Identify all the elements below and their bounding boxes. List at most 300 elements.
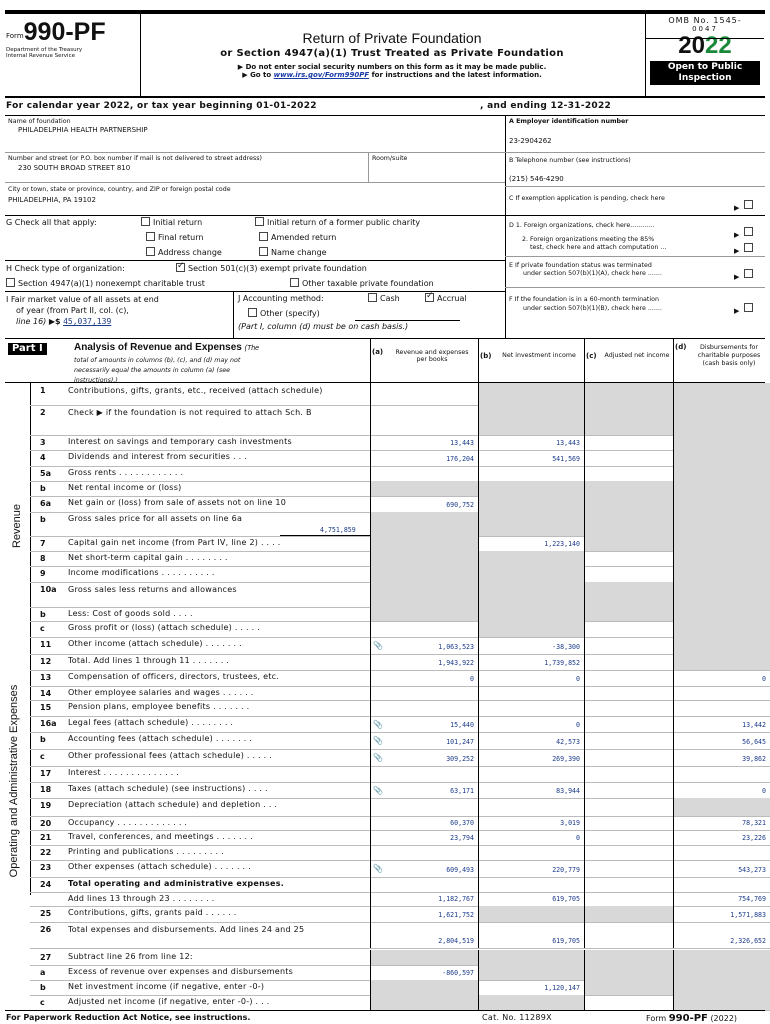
line-number: 22 (40, 848, 52, 857)
exemption-pending-checkbox[interactable] (744, 200, 753, 209)
amount-value: 269,390 (552, 755, 580, 763)
line-number: 23 (40, 863, 52, 872)
line-number: 3 (40, 438, 46, 447)
amount-value: 0 (576, 675, 580, 683)
col-d-cell (673, 607, 770, 621)
col-b-cell[interactable] (478, 892, 584, 906)
col-c-cell[interactable] (584, 892, 673, 906)
name-change-label: Name change (271, 248, 327, 257)
col-d-cell (673, 621, 770, 637)
col-b-cell[interactable] (478, 716, 584, 732)
col-d-cell[interactable] (673, 922, 770, 948)
amount-value: 13,443 (556, 439, 580, 447)
col-a-cell (370, 980, 478, 995)
col-b-cell[interactable] (478, 922, 584, 948)
line-row (0, 637, 770, 654)
arrow-icon: ▶ (734, 307, 740, 315)
foreign-85-label-1: 2. Foreign organizations meeting the 85% (522, 236, 655, 243)
col-a-cell (370, 950, 478, 965)
col-b-cell[interactable] (478, 845, 584, 860)
col-b-cell[interactable] (478, 700, 584, 716)
col-d-cell[interactable] (673, 686, 770, 700)
line-label: Contributions, gifts, grants, etc., received (attach schedule) (68, 386, 323, 395)
e-label-1: E If private foundation status was terminated (509, 262, 652, 269)
amount-value: 56,645 (742, 738, 766, 746)
col-d-cell[interactable] (673, 670, 770, 686)
col-d-cell (673, 980, 770, 995)
part-desc-2: necessarily equal the amounts in column (a) (see (74, 367, 231, 374)
col-b-cell[interactable] (478, 877, 584, 892)
col-a-cell (370, 607, 478, 621)
amount-value: 15,440 (450, 721, 474, 729)
amount-value: 3,019 (560, 819, 580, 827)
col-a-cell[interactable] (370, 654, 478, 670)
foreign-org-checkbox[interactable] (744, 227, 753, 236)
col-a-cell[interactable] (370, 686, 478, 700)
side-label-revenue: Revenue (11, 503, 23, 549)
line-row (0, 922, 770, 948)
col-b-cell[interactable] (478, 766, 584, 782)
part-tag: Part I (8, 343, 47, 355)
col-d-cell (673, 950, 770, 965)
amount-value: 39,862 (742, 755, 766, 763)
amount-value: 2,804,519 (438, 937, 474, 945)
col-d-cell[interactable] (673, 860, 770, 877)
line-label: Accounting fees (attach schedule) . . . . . . . (68, 734, 253, 743)
line-row (0, 732, 770, 749)
amount-value: 1,223,140 (544, 540, 580, 548)
col-a-header: Revenue and expenses per books (395, 349, 469, 363)
line-number: b (40, 610, 46, 619)
amount-value: 13,443 (450, 439, 474, 447)
col-c-cell[interactable] (584, 566, 673, 582)
amount-value: 619,705 (552, 895, 580, 903)
arrow-icon: ▶$ (48, 317, 61, 326)
amount-value: 60,370 (450, 819, 474, 827)
tax-year (646, 33, 764, 59)
line-number: 13 (40, 673, 52, 682)
col-d-cell (673, 435, 770, 450)
line-number: c (40, 752, 45, 761)
amount-value: 23,794 (450, 834, 474, 842)
other-taxable-checkbox[interactable] (290, 278, 299, 287)
line-row (0, 566, 770, 582)
row-divider (30, 948, 770, 949)
foreign-org-label: D 1. Foreign organizations, check here............ (509, 222, 655, 229)
col-b-cell (478, 512, 584, 536)
col-c-cell[interactable] (584, 922, 673, 948)
col-b-cell[interactable] (478, 466, 584, 481)
line-number: 20 (40, 819, 52, 828)
line-label: Gross sales less returns and allowances (68, 585, 237, 594)
side-label-expenses: Operating and Administrative Expenses (8, 684, 20, 878)
col-c-cell[interactable] (584, 450, 673, 466)
amount-value: 13,442 (742, 721, 766, 729)
name-change-checkbox[interactable] (259, 247, 268, 256)
col-a-cell[interactable] (370, 621, 478, 637)
col-c-cell (584, 582, 673, 607)
col-b-cell[interactable] (478, 830, 584, 845)
col-a-cell[interactable] (370, 435, 478, 450)
col-d-cell[interactable] (673, 700, 770, 716)
line-row (0, 830, 770, 845)
col-a-cell[interactable] (370, 466, 478, 481)
other-method-label: Other (specify) (260, 309, 320, 318)
col-c-cell[interactable] (584, 637, 673, 654)
col-c-cell[interactable] (584, 621, 673, 637)
cash-label: Cash (380, 294, 400, 303)
col-d-cell[interactable] (673, 749, 770, 766)
line-number: 26 (40, 925, 52, 934)
col-c-cell[interactable] (584, 782, 673, 798)
col-d-cell[interactable] (673, 830, 770, 845)
line-number: 21 (40, 833, 52, 842)
col-c-cell (584, 536, 673, 551)
inspection-text: Inspection (678, 73, 732, 83)
line-number: 10a (40, 585, 57, 594)
amount-value: 63,171 (450, 787, 474, 795)
col-a-cell[interactable] (370, 892, 478, 906)
col-c-cell[interactable] (584, 816, 673, 830)
col-a-cell[interactable] (370, 383, 478, 405)
col-b-cell[interactable] (478, 670, 584, 686)
line-row (0, 405, 770, 435)
attachment-icon[interactable]: 📎 (373, 864, 383, 873)
col-c-cell[interactable] (584, 670, 673, 686)
other-method-checkbox[interactable] (248, 308, 257, 317)
col-d-cell[interactable] (673, 892, 770, 906)
attachment-icon[interactable]: 📎 (373, 786, 383, 795)
line-row (0, 496, 770, 512)
col-c-cell (584, 496, 673, 512)
line-number: b (40, 515, 46, 524)
col-c-cell[interactable] (584, 845, 673, 860)
line-row (0, 607, 770, 621)
col-a-cell[interactable] (370, 860, 478, 877)
h-label: H Check type of organization: (6, 264, 125, 273)
col-a-cell[interactable] (370, 766, 478, 782)
col-c-cell[interactable] (584, 654, 673, 670)
fmv-label-2: of year (from Part II, col. (c), (16, 306, 129, 315)
col-a-cell[interactable] (370, 845, 478, 860)
col-a-cell[interactable] (370, 965, 478, 980)
col-c-cell[interactable] (584, 732, 673, 749)
col-d-cell (673, 654, 770, 670)
line-label: Dividends and interest from securities . . . (68, 452, 247, 461)
amended-return-label: Amended return (271, 233, 337, 242)
city-label: City or town, state or province, country, and ZIP or foreign postal code (8, 186, 231, 193)
col-c-cell (584, 512, 673, 536)
line-row (0, 816, 770, 830)
ein-value: 23-2904262 (509, 137, 552, 145)
line-number: 1 (40, 386, 46, 395)
dept-line1: Department of the Treasury (6, 47, 83, 53)
f-label-1: F If the foundation is in a 60-month termination (509, 296, 659, 303)
line-number: 11 (40, 640, 52, 649)
arrow-icon: ▶ (734, 247, 740, 255)
line-number: b (40, 484, 46, 493)
line-label: Gross rents . . . . . . . . . . . . (68, 468, 184, 477)
terminated-checkbox[interactable] (744, 269, 753, 278)
col-a-cell[interactable] (370, 670, 478, 686)
line-label: Total operating and administrative expenses. (68, 879, 284, 888)
col-a-tag: (a) (372, 348, 384, 356)
fmv-label-3: line 16) (16, 317, 47, 326)
attachment-icon[interactable]: 📎 (373, 736, 383, 745)
col-a-cell[interactable] (370, 816, 478, 830)
accounting-label: J Accounting method: (238, 294, 324, 303)
line-number: 5a (40, 469, 51, 478)
col-a-cell[interactable] (370, 830, 478, 845)
col-b-cell (478, 405, 584, 435)
amended-return-checkbox[interactable] (259, 232, 268, 241)
col-c-cell[interactable] (584, 686, 673, 700)
col-b-cell[interactable] (478, 435, 584, 450)
col-a-cell[interactable] (370, 405, 478, 435)
line-number: 12 (40, 657, 52, 666)
line-number: 18 (40, 785, 52, 794)
address-change-checkbox[interactable] (146, 247, 155, 256)
col-b-tag: (b) (480, 352, 492, 360)
col-b-cell (478, 582, 584, 607)
line-number: 27 (40, 953, 52, 962)
col-a-cell[interactable] (370, 700, 478, 716)
line-number: a (40, 968, 46, 977)
col-c-cell[interactable] (584, 466, 673, 481)
accrual-checkbox[interactable] (425, 293, 434, 302)
attachment-icon[interactable]: 📎 (373, 720, 383, 729)
initial-return-former-label: Initial return of a former public charity (267, 218, 421, 227)
line-label: Net investment income (if negative, enter -0-) (68, 982, 265, 991)
amount-value: 1,571,883 (730, 911, 766, 919)
ein-label: A Employer identification number (509, 118, 629, 125)
amount-value: 1,621,752 (438, 911, 474, 919)
col-c-header: Adjusted net income (604, 352, 670, 359)
line-label: Pension plans, employee benefits . . . . . . . (68, 702, 250, 711)
initial-return-former-checkbox[interactable] (255, 217, 264, 226)
col-d-cell[interactable] (673, 906, 770, 922)
col-a-cell[interactable] (370, 637, 478, 654)
line-row (0, 654, 770, 670)
line-number: 4 (40, 453, 46, 462)
col-b-cell[interactable] (478, 732, 584, 749)
final-return-label: Final return (158, 233, 204, 242)
line-label: Contributions, gifts, grants paid . . . . . . (68, 908, 237, 917)
col-b-cell (478, 496, 584, 512)
col-a-cell (370, 481, 478, 496)
col-b-cell (478, 906, 584, 922)
amount-value: 541,569 (552, 455, 580, 463)
line-row (0, 860, 770, 877)
60-month-checkbox[interactable] (744, 303, 753, 312)
foreign-85-checkbox[interactable] (744, 243, 753, 252)
col-c-cell[interactable] (584, 716, 673, 732)
cat-number: Cat. No. 11289X (482, 1013, 552, 1022)
col-a-cell[interactable] (370, 732, 478, 749)
col-c-cell[interactable] (584, 551, 673, 566)
col-d-cell (673, 405, 770, 435)
col-c-cell[interactable] (584, 798, 673, 816)
line-label: Other professional fees (attach schedule) . . . . . (68, 751, 273, 760)
line-number: b (40, 983, 46, 992)
amount-value: 1,943,922 (438, 659, 474, 667)
col-b-cell (478, 965, 584, 980)
foreign-85-label-2: test, check here and attach computation ... (530, 244, 667, 251)
amount-value: 2,326,652 (730, 937, 766, 945)
col-d-cell (673, 566, 770, 582)
line-number: 8 (40, 554, 46, 563)
footer-form-number: 990-PF (668, 1013, 708, 1024)
col-b-cell[interactable] (478, 637, 584, 654)
col-a-cell (370, 536, 478, 551)
f-label-2: under section 507(b)(1)(B), check here ....... (523, 305, 662, 312)
col-b-cell[interactable] (478, 536, 584, 551)
col-a-cell[interactable] (370, 877, 478, 892)
dept-line2: Internal Revenue Service (6, 53, 75, 59)
note2-post: for instructions and the latest information. (371, 71, 542, 79)
year-suffix: 22 (705, 32, 732, 59)
line-label: Other expenses (attach schedule) . . . . . . . (68, 862, 251, 871)
col-a-cell[interactable] (370, 798, 478, 816)
col-a-cell[interactable] (370, 782, 478, 798)
amount-value: 0 (470, 675, 474, 683)
amount-value: 0 (576, 834, 580, 842)
note2-pre: Go to (250, 71, 272, 79)
col-c-cell[interactable] (584, 995, 673, 1010)
irs-link[interactable]: www.irs.gov/Form990PF (273, 71, 370, 79)
line-label: Other income (attach schedule) . . . . . . . (68, 639, 242, 648)
col-a-cell (370, 551, 478, 566)
col-a-cell[interactable] (370, 496, 478, 512)
gross-sales-value: 4,751,859 (320, 526, 356, 534)
line-number: 17 (40, 769, 52, 778)
col-a-cell[interactable] (370, 922, 478, 948)
col-b-cell[interactable] (478, 654, 584, 670)
cash-checkbox[interactable] (368, 293, 377, 302)
col-c-cell (584, 481, 673, 496)
other-taxable-label: Other taxable private foundation (302, 279, 434, 288)
col-b-cell (478, 607, 584, 621)
amount-value: 220,779 (552, 866, 580, 874)
col-c-cell[interactable] (584, 700, 673, 716)
col-c-cell[interactable] (584, 860, 673, 877)
col-b-cell (478, 383, 584, 405)
col-b-cell (478, 551, 584, 566)
line-label: Gross profit or (loss) (attach schedule) . . . . . (68, 623, 260, 632)
amount-value: 83,944 (556, 787, 580, 795)
col-a-cell[interactable] (370, 906, 478, 922)
col-b-cell[interactable] (478, 686, 584, 700)
paperwork-notice: For Paperwork Reduction Act Notice, see instructions. (6, 1013, 251, 1022)
col-d-cell (673, 637, 770, 654)
open-public-text: Open to Public (667, 62, 743, 72)
col-d-cell (673, 536, 770, 551)
line-label: Less: Cost of goods sold . . . . (68, 609, 193, 618)
open-public-badge (650, 61, 760, 85)
phone-value: (215) 546-4290 (509, 175, 564, 183)
4947-trust-checkbox[interactable] (6, 278, 15, 287)
amount-value: 309,252 (446, 755, 474, 763)
line-number: 24 (40, 880, 52, 889)
line-label: Occupancy . . . . . . . . . . . . . (68, 818, 188, 827)
col-a-cell[interactable] (370, 716, 478, 732)
col-d-cell[interactable] (673, 716, 770, 732)
col-a-cell[interactable] (370, 749, 478, 766)
line-row (0, 906, 770, 922)
col-b-cell[interactable] (478, 980, 584, 995)
line-label: Total expenses and disbursements. Add lines 24 and 25 (68, 925, 305, 934)
part-title: Analysis of Revenue and Expenses (74, 342, 242, 353)
col-b-cell[interactable] (478, 782, 584, 798)
col-b-cell (478, 995, 584, 1010)
col-b-cell[interactable] (478, 816, 584, 830)
line-label: Income modifications . . . . . . . . . . (68, 568, 215, 577)
line-row (0, 450, 770, 466)
col-b-cell[interactable] (478, 860, 584, 877)
line-label: Check ▶ if the foundation is not required to attach Sch. B (68, 408, 312, 417)
g-label: G Check all that apply: (6, 218, 97, 227)
amount-value: 23,226 (742, 834, 766, 842)
line-label: Net rental income or (loss) (68, 483, 182, 492)
col-d-cell[interactable] (673, 816, 770, 830)
form-subtitle: or Section 4947(a)(1) Trust Treated as Private Foundation (220, 48, 564, 59)
col-c-cell[interactable] (584, 766, 673, 782)
line-number: 16a (40, 719, 57, 728)
col-d-cell (673, 466, 770, 481)
col-d-cell[interactable] (673, 782, 770, 798)
line-label: Gross sales price for all assets on line 6a (68, 514, 243, 523)
col-c-cell[interactable] (584, 749, 673, 766)
col-b-cell[interactable] (478, 450, 584, 466)
col-d-cell[interactable] (673, 732, 770, 749)
amount-value: 690,752 (446, 501, 474, 509)
attachment-icon[interactable]: 📎 (373, 641, 383, 650)
form-number-block (6, 18, 138, 59)
amount-value: -860,597 (442, 969, 474, 977)
year-prefix: 20 (678, 32, 705, 59)
line-row (0, 716, 770, 732)
col-d-cell (673, 995, 770, 1010)
col-c-cell[interactable] (584, 435, 673, 450)
col-c-cell (584, 405, 673, 435)
col-d-cell[interactable] (673, 766, 770, 782)
line-number: 6a (40, 499, 51, 508)
final-return-checkbox[interactable] (146, 232, 155, 241)
amount-value: 42,573 (556, 738, 580, 746)
attachment-icon[interactable]: 📎 (373, 753, 383, 762)
col-c-cell[interactable] (584, 830, 673, 845)
omb-number: OMB No. 1545- (668, 16, 742, 25)
col-b-cell (478, 621, 584, 637)
col-d-cell[interactable] (673, 877, 770, 892)
col-b-cell[interactable] (478, 798, 584, 816)
col-c-cell (584, 383, 673, 405)
501c3-checkbox[interactable] (176, 263, 185, 272)
line-label: Add lines 13 through 23 . . . . . . . . (68, 894, 215, 903)
form-number: 990-PF (23, 18, 106, 46)
col-c-cell[interactable] (584, 877, 673, 892)
line-row (0, 582, 770, 607)
col-d-cell[interactable] (673, 845, 770, 860)
col-a-cell[interactable] (370, 450, 478, 466)
line-row (0, 435, 770, 450)
initial-return-checkbox[interactable] (141, 217, 150, 226)
col-b-cell[interactable] (478, 749, 584, 766)
street-address: 230 SOUTH BROAD STREET 810 (18, 164, 131, 172)
line-number: b (40, 735, 46, 744)
line-row (0, 877, 770, 892)
col-a-cell (370, 995, 478, 1010)
